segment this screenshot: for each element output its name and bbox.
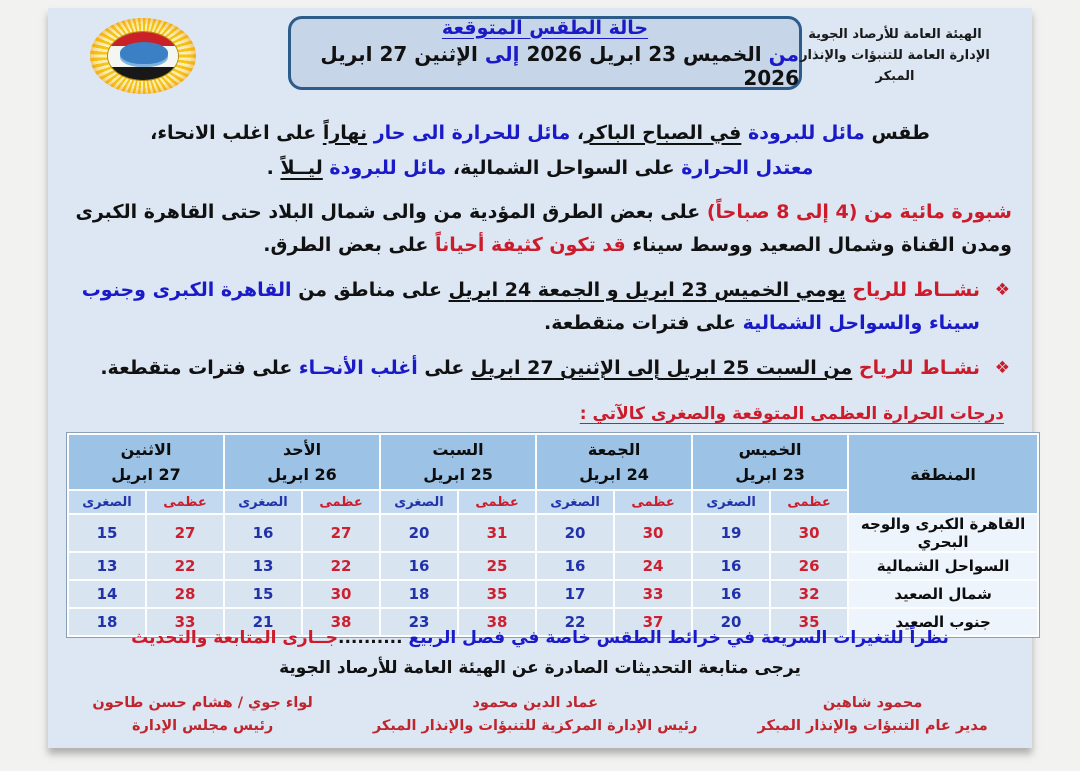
wind-activity-1-text: نشــاط للرياح يومي الخميس 23 ابريل و الجمعة 24 ابريل على مناطق من القاهرة الكبرى وجنوب سيناء والسواحل الشمالية على فترات متقطعة.: [81, 279, 980, 334]
signature-central-admin-head: [347, 692, 723, 738]
max-temp-value: 30: [303, 581, 379, 607]
min-temp-value: 20: [693, 609, 769, 635]
max-temp-value: 30: [771, 515, 847, 551]
max-temp-value: 37: [615, 609, 691, 635]
min-temp-value: 20: [381, 515, 457, 551]
table-row: [69, 581, 1037, 607]
cloud-icon: [120, 42, 168, 64]
region-name: السواحل الشمالية: [849, 553, 1037, 579]
temperature-table-title: درجات الحرارة العظمى المتوقعة والصغرى كالآتي :: [579, 404, 1004, 424]
min-temp-value: 15: [225, 581, 301, 607]
min-temp-value: 16: [537, 553, 613, 579]
day-header: الخميس 23 ابريل: [693, 435, 847, 489]
region-name: القاهرة الكبرى والوجه البحري: [849, 515, 1037, 551]
max-label: عظمى: [771, 491, 847, 513]
max-temp-value: 22: [303, 553, 379, 579]
diamond-bullet-icon: ❖: [994, 358, 1010, 378]
signature-title: رئيس مجلس الإدارة: [132, 718, 274, 734]
day-header: الجمعة 24 ابريل: [537, 435, 691, 489]
meteorological-authority-logo: [90, 18, 196, 94]
bulletin-date-range: من الخميس 23 ابريل 2026 إلى الإثنين 27 ابريل 2026: [320, 41, 799, 90]
max-label: عظمى: [615, 491, 691, 513]
min-label: الصغرى: [381, 491, 457, 513]
min-temp-value: 13: [69, 553, 145, 579]
min-temp-value: 16: [693, 553, 769, 579]
signature-title: رئيس الإدارة المركزية للتنبؤات والإنذار المبكر: [372, 718, 698, 734]
max-temp-value: 22: [147, 553, 223, 579]
signature-forecast-director: [723, 692, 1022, 738]
max-temp-value: 33: [147, 609, 223, 635]
department-name: الإدارة العامة للتنبؤات والإنذار المبكر: [800, 48, 990, 84]
table-row: [69, 553, 1037, 579]
weather-bulletin-page: [48, 8, 1032, 748]
max-label: عظمى: [459, 491, 535, 513]
max-temp-value: 31: [459, 515, 535, 551]
follow-updates-note: يرجى متابعة التحديثات الصادرة عن الهيئة العامة للأرصاد الجوية: [279, 658, 801, 678]
wind-activity-2: [68, 352, 1012, 385]
wind-activity-1: [68, 274, 1012, 340]
region-name: شمال الصعيد: [849, 581, 1037, 607]
day-header: السبت 25 ابريل: [381, 435, 535, 489]
max-temp-value: 33: [615, 581, 691, 607]
organization-header: [780, 24, 1010, 87]
signature-title: مدير عام التنبؤات والإنذار المبكر: [757, 718, 988, 734]
signature-block: [58, 692, 1022, 738]
table-row: [69, 515, 1037, 551]
max-temp-value: 32: [771, 581, 847, 607]
region-name: جنوب الصعيد: [849, 609, 1037, 635]
min-label: الصغرى: [225, 491, 301, 513]
max-temp-value: 26: [771, 553, 847, 579]
min-temp-value: 19: [693, 515, 769, 551]
min-temp-value: 16: [225, 515, 301, 551]
signature-name: محمود شاهين: [822, 695, 923, 711]
min-temp-value: 16: [693, 581, 769, 607]
min-temp-value: 21: [225, 609, 301, 635]
update-note: نظراً للتغيرات السريعة في خرائط الطقس خاصة في فصل الربيع ..........جــارى المتابعة والتحديث: [131, 628, 949, 648]
min-label: الصغرى: [537, 491, 613, 513]
min-temp-value: 18: [381, 581, 457, 607]
max-temp-value: 27: [303, 515, 379, 551]
max-temp-value: 28: [147, 581, 223, 607]
wind-activity-2-text: نشـاط للرياح من السبت 25 ابريل إلى الإثنين 27 ابريل على أغلب الأنحـاء على فترات متقطعة.: [100, 357, 980, 379]
bulletin-title: حالة الطقس المتوقعة: [441, 16, 649, 39]
max-temp-value: 35: [771, 609, 847, 635]
max-temp-value: 27: [147, 515, 223, 551]
flag-globe-icon: [107, 31, 179, 81]
min-temp-value: 18: [69, 609, 145, 635]
min-label: الصغرى: [693, 491, 769, 513]
diamond-bullet-icon: ❖: [994, 280, 1010, 300]
min-temp-value: 23: [381, 609, 457, 635]
max-temp-value: 24: [615, 553, 691, 579]
day-header: الاثنين 27 ابريل: [69, 435, 223, 489]
signature-name: لواء جوي / هشام حسن طاحون: [92, 695, 313, 711]
min-temp-value: 14: [69, 581, 145, 607]
temperature-table-container: [66, 432, 1026, 638]
max-label: عظمى: [303, 491, 379, 513]
forecast-summary-line2: معتدل الحرارة على السواحل الشمالية، مائل للبرودة ليــلاً .: [266, 157, 814, 179]
min-temp-value: 22: [537, 609, 613, 635]
title-box: [288, 16, 802, 90]
forecast-summary: [48, 116, 1032, 186]
max-temp-value: 30: [615, 515, 691, 551]
min-temp-value: 20: [537, 515, 613, 551]
min-temp-value: 17: [537, 581, 613, 607]
organization-name: الهيئة العامة للأرصاد الجوية: [808, 27, 982, 42]
min-temp-value: 13: [225, 553, 301, 579]
signature-name: عماد الدين محمود: [472, 695, 598, 711]
day-header: الأحد 26 ابريل: [225, 435, 379, 489]
min-label: الصغرى: [69, 491, 145, 513]
max-temp-value: 38: [303, 609, 379, 635]
max-temp-value: 25: [459, 553, 535, 579]
fog-warning: شبورة مائية من (4 إلى 8 صباحاً) على بعض الطرق المؤدية من والى شمال البلاد حتى القاهرة الكبرى ومدن القناة وشمال الصعيد ووسط سيناء قد تكون كثيفة أحياناً على بعض الطرق.: [75, 201, 1012, 256]
min-temp-value: 15: [69, 515, 145, 551]
max-temp-value: 35: [459, 581, 535, 607]
signature-board-chairman: [58, 692, 347, 738]
min-temp-value: 16: [381, 553, 457, 579]
max-label: عظمى: [147, 491, 223, 513]
forecast-summary-line1: طقس مائل للبرودة في الصباح الباكر، مائل للحرارة الى حار نهاراً على اغلب الانحاء،: [150, 122, 930, 144]
temperature-table: [66, 432, 1040, 638]
region-column-header: المنطقة: [849, 435, 1037, 513]
max-temp-value: 38: [459, 609, 535, 635]
